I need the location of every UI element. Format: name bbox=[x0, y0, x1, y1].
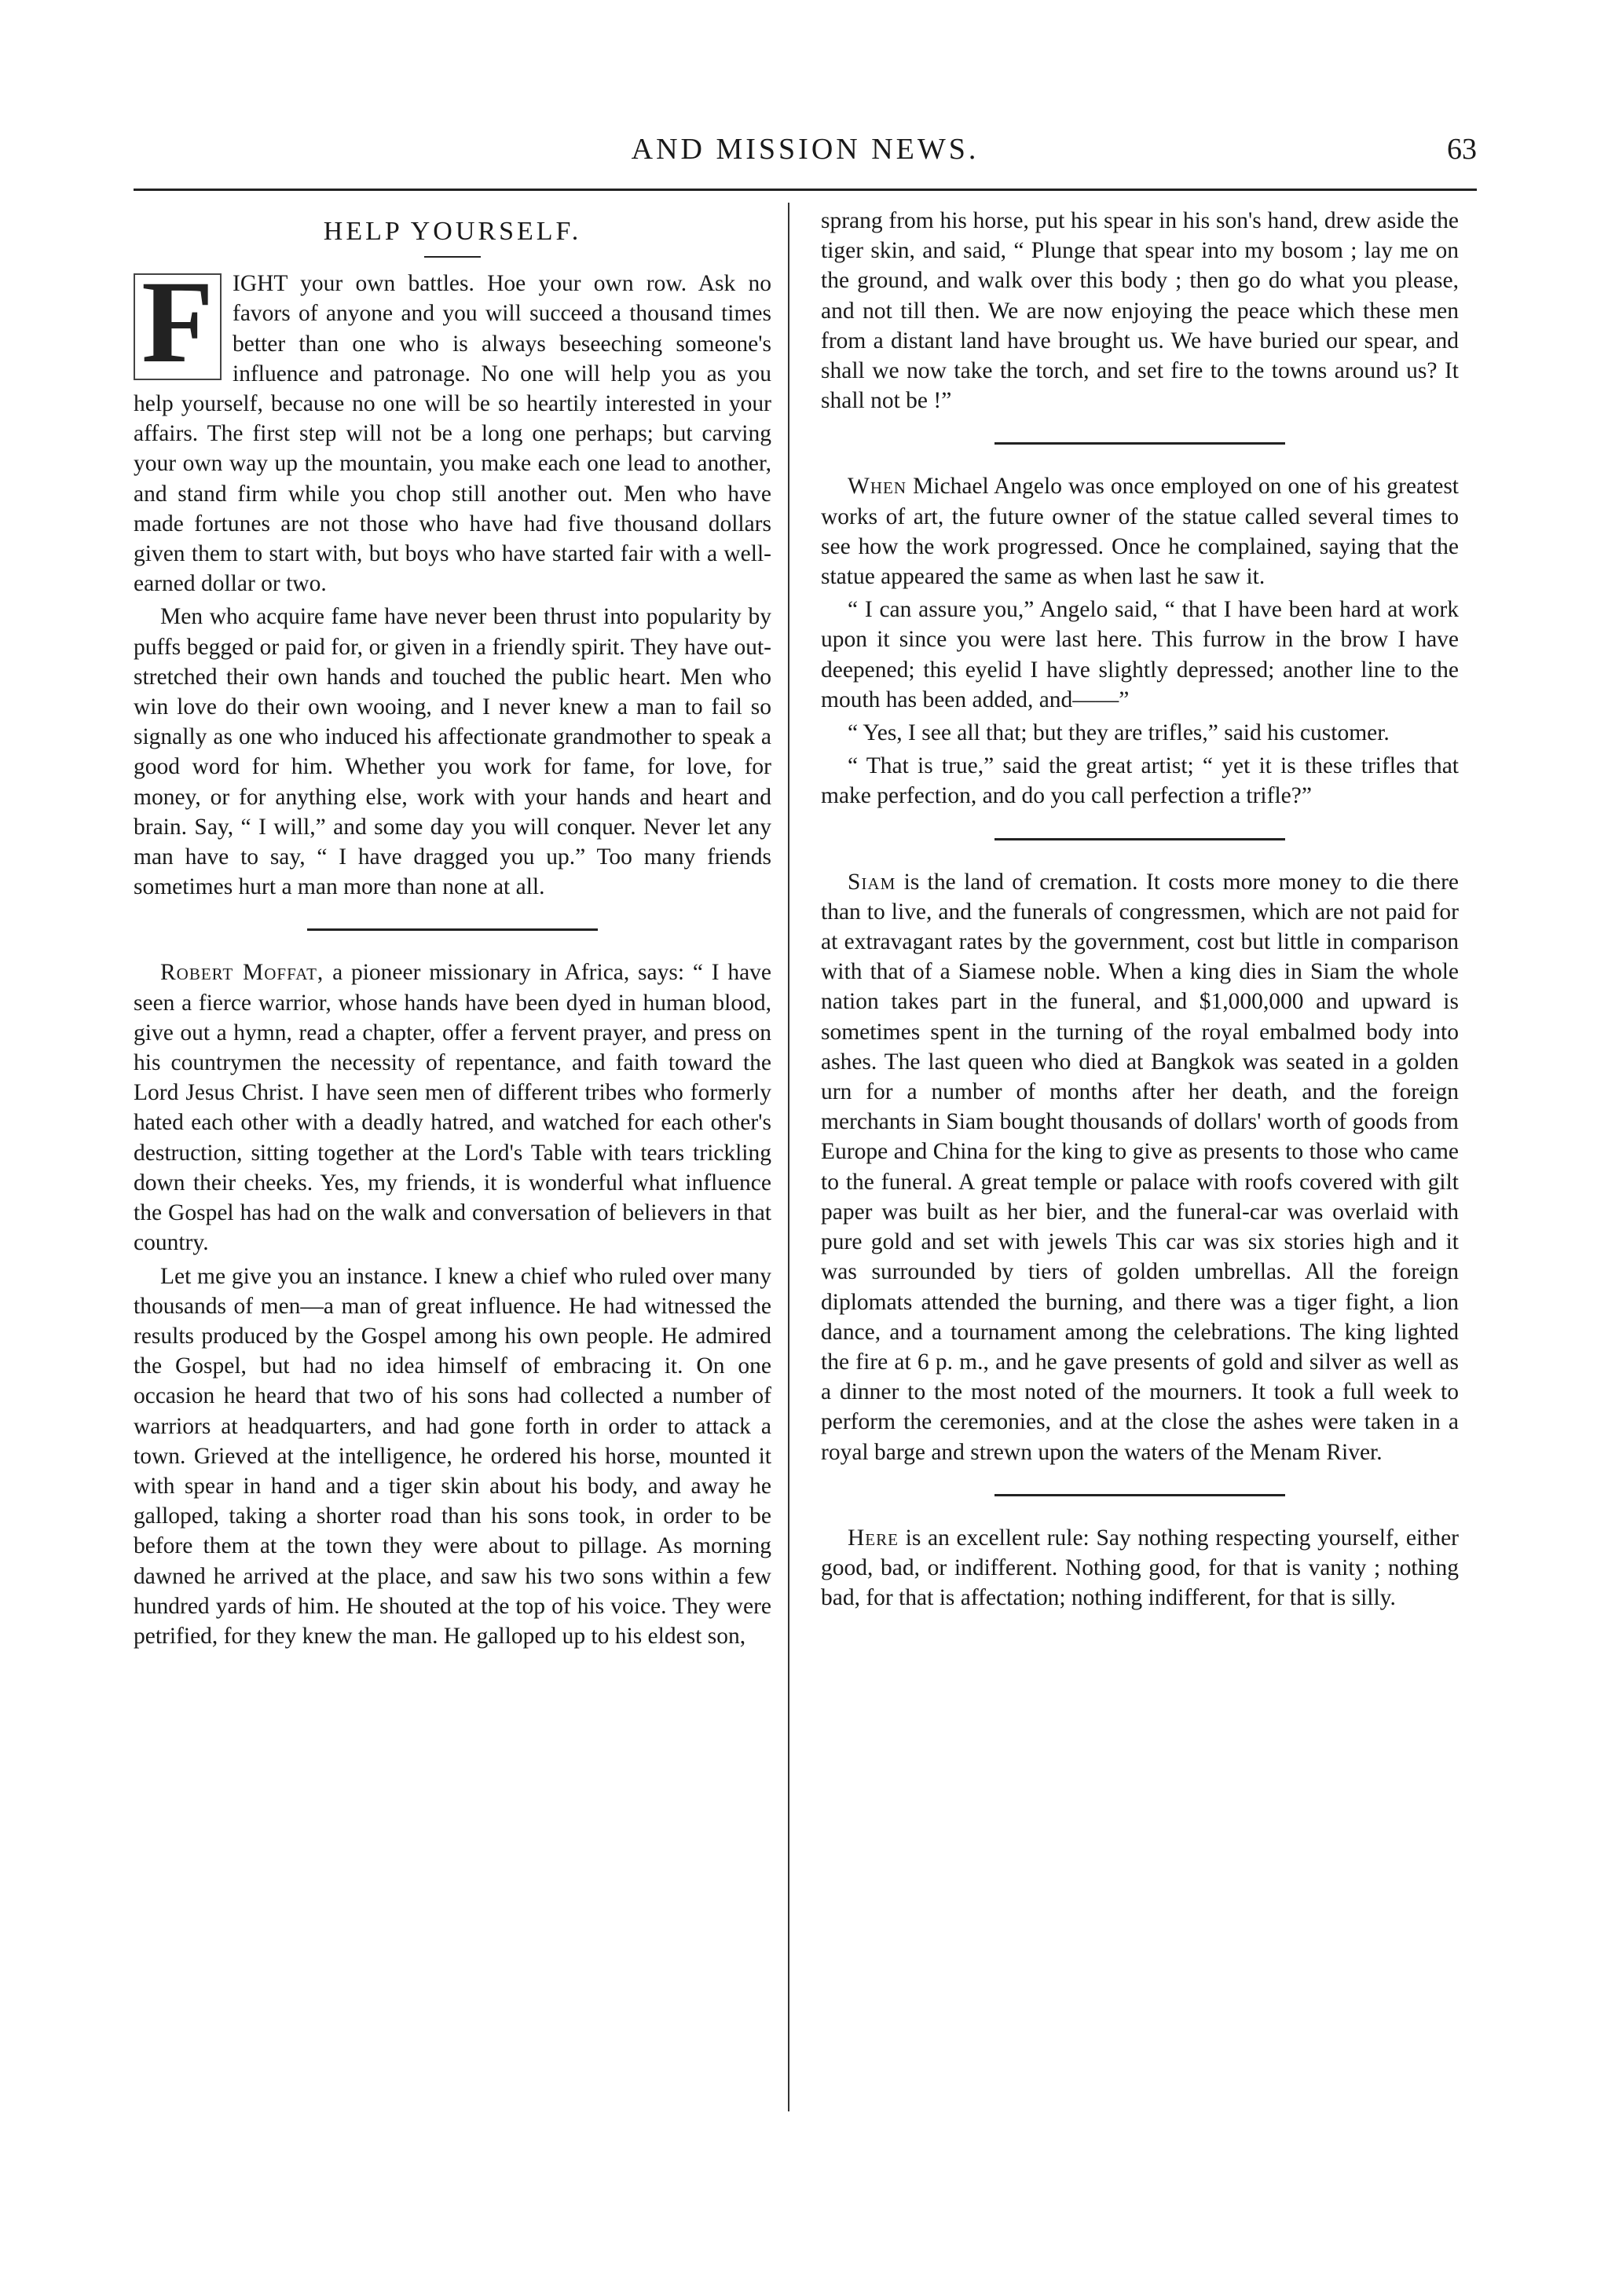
paragraph-help-yourself-1 bbox=[134, 257, 771, 599]
lead-words: When bbox=[848, 474, 907, 500]
paragraph-help-yourself-2: Men who acquire fame have never been thrust into popularity by puffs begged or paid for, or given in a friendly spirit. They have out-stretched their own hands and touched the public heart. Men who win love do their own wooing, and I never knew a man to fail so signally as one who induced his affectionate grandmother to speak a good word for him. Whether you work for fame, for love, for money, or for anything else, work with your hands and heart and brain. Say, “ I will,” and some day you will conquer. Never let any man have to say, “ I have dragged you up.” Too many friends sometimes hurt a man more than none at all. bbox=[134, 604, 771, 900]
paragraph-angelo-4: “ That is true,” said the great artist; “ yet it is these trifles that make perfection, and do you call perfection a trifle?” bbox=[821, 753, 1459, 809]
paragraph-siam bbox=[821, 867, 1459, 1467]
separator-rule bbox=[994, 1494, 1285, 1496]
paragraph-chief-continued: sprang from his horse, put his spear in his son's hand, drew aside the tiger skin, and said, “ Plunge that spear into my bosom ; lay me on the ground, and walk over this body ; then go do what you please, and not till then. We are now enjoying the peace which these men from a distant land have brought us. We have buried our spear, and shall we now take the torch, and set fire to the towns around us? It shall not be !” bbox=[821, 208, 1459, 414]
paragraph-text: is an excellent rule: Say nothing respecting yourself, either good, bad, or indifferent. Nothing good, for that is vanity ; nothing bad, for that is affectation; nothing indifferent, for that is silly. bbox=[821, 1525, 1459, 1611]
header-rule bbox=[134, 189, 1477, 191]
section-title: HELP YOURSELF. bbox=[323, 217, 582, 246]
drop-cap: F bbox=[134, 273, 222, 380]
left-column bbox=[134, 206, 771, 1654]
column-divider bbox=[788, 203, 789, 2111]
page-number: 63 bbox=[1447, 133, 1477, 166]
paragraph-text: IGHT your own battles. Hoe your own row. Ask no favors of anyone and you will succeed a thousand times better than one who is always beseeching someone's influence and patronage. No one will help you as you help yourself, because no one will be so heartily interested in your affairs. The first step will not be a long one perhaps; but carving your own way up the mountain, you make each one lead to another, and stand firm while you chop still another out. Men who have made fortunes are not those who have had five thousand dollars given them to start with, but boys who have started fair with a well-earned dollar or two. bbox=[134, 271, 771, 597]
paragraph-text: a pioneer missionary in Africa, says: “ I have seen a fierce warrior, whose hands have been dyed in human blood, give out a hymn, read a chapter, offer a fervent prayer, and press on his countrymen the necessity of repentance, and faith toward the Lord Jesus Christ. I have seen men of different tribes who formerly hated each other with a deadly hatred, and watched for each other's destruction, sitting together at the Lord's Table with tears trickling down their cheeks. Yes, my friends, it is wonderful what influence the Gospel has had on the walk and conversation of believers in that country. bbox=[134, 960, 772, 1256]
lead-words: Siam bbox=[848, 869, 896, 895]
paragraph-text: is the land of cremation. It costs more money to die there than to live, and the funerals of congressmen, which are not paid for at extravagant rates by the government, cost but little in comparison with that of a Siamese noble. When a king dies in Siam the whole nation takes part in the funeral, and $1,000,000 and upward is sometimes spent in the turning of the royal embalmed body into ashes. The last queen who died at Bangkok was seated in a golden urn for a number of months after her death, and the foreign merchants in Siam bought thousands of dollars' worth of goods from Europe and China for the king to give as presents to those who came to the funeral. A great temple or palace with roofs covered with gilt paper was built as her bier, and the funeral-car was overlaid with pure gold and set with jewels This car was six stories high and it was surrounded by tiers of golden umbrellas. All the foreign diplomats attended the burning, and there was a tiger fight, a lion dance, and a tournament among the celebrations. The king lighted the fire at 6 p. m., and he gave presents of gold and silver as well as a dinner to the most noted of the mourners. It took a full week to perform the ceremonies, and at the close the ashes were taken in a royal barge and strewn upon the waters of the Menam River. bbox=[821, 869, 1459, 1465]
paragraph-rule bbox=[821, 1523, 1459, 1613]
paragraph-chief: Let me give you an instance. I knew a chief who ruled over many thousands of men—a man of great influence. He had witnessed the results produced by the Gospel among his own people. He admired the Gospel, but had no idea himself of embracing it. On one occasion he heard that two of his sons had collected a number of warriors at headquarters, and had gone forth in order to attack a town. Grieved at the intelligence, he ordered his horse, mounted it with spear in hand and a tiger skin about his body, and away he galloped, taking a shorter road than his sons took, in order to be before them at the town they were about to pillage. As morning dawned he arrived at the place, and saw his two sons within a few hundred yards of him. He shouted at the top of his voice. They were petrified, for they knew the man. He galloped up to his eldest son, bbox=[134, 1263, 771, 1649]
right-column bbox=[821, 206, 1459, 1616]
lead-words: Robert Moffat, bbox=[160, 960, 324, 986]
title-rule bbox=[424, 256, 481, 258]
paragraph-angelo-3: “ Yes, I see all that; but they are trifles,” said his customer. bbox=[848, 720, 1390, 746]
separator-rule bbox=[994, 442, 1285, 445]
paragraph-moffat bbox=[134, 958, 771, 1258]
paragraph-text: Michael Angelo was once employed on one of his greatest works of art, the future owner of the statue called several times to see how the work progressed. Once he complained, saying that the statue appeared the same as when last he saw it. bbox=[821, 474, 1459, 590]
page-header bbox=[134, 132, 1477, 179]
separator-rule bbox=[307, 928, 598, 931]
lead-words: Here bbox=[848, 1525, 899, 1551]
paragraph-angelo-1 bbox=[821, 471, 1459, 591]
running-head: AND MISSION NEWS. bbox=[631, 133, 980, 166]
separator-rule bbox=[994, 838, 1285, 840]
paragraph-angelo-2: “ I can assure you,” Angelo said, “ that I have been hard at work upon it since you were last here. This furrow in the brow I have deepened; this eyelid I have slightly depressed; another line to the mouth has been added, and——” bbox=[821, 597, 1459, 712]
